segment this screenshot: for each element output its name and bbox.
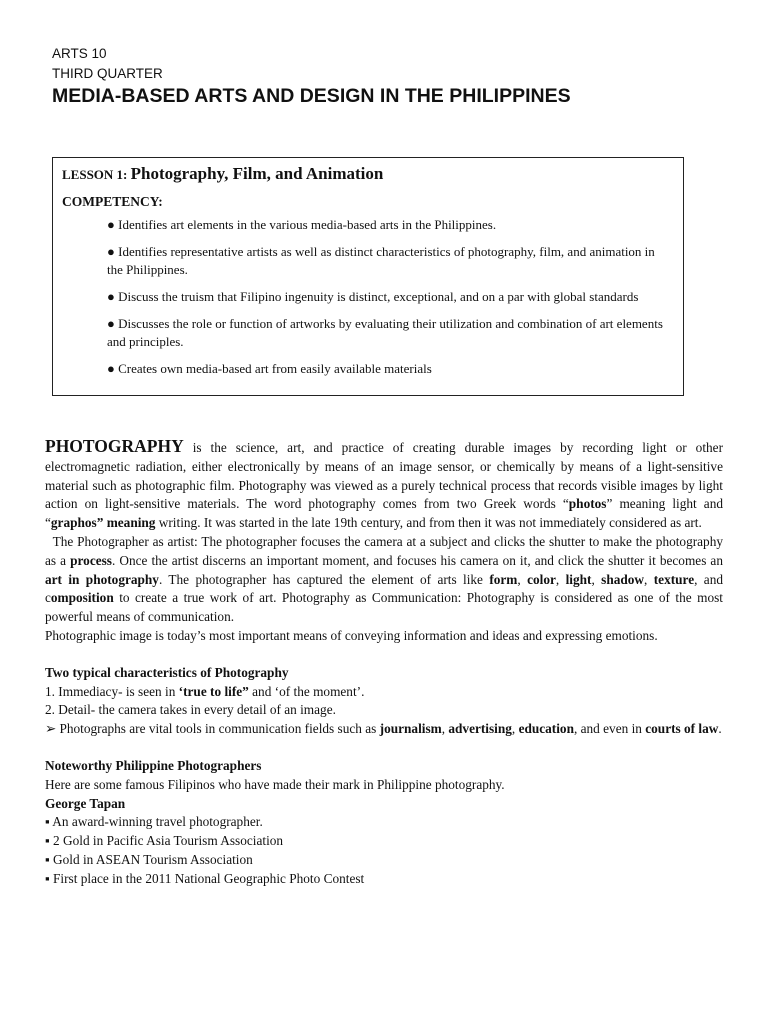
competency-item <box>107 288 673 306</box>
separator: , <box>511 721 519 737</box>
competency-list <box>62 216 673 378</box>
photographer-detail: ▪ Gold in ASEAN Tourism Association <box>45 851 253 867</box>
intro-text: writing. It was started in the late 19th century, and from then it was not immediately considered as art. <box>155 515 702 531</box>
term-graphos: graphos” meaning <box>50 515 156 531</box>
artist-paragraph <box>45 533 727 627</box>
lesson-box <box>52 157 684 396</box>
term-composition: omposition <box>50 590 114 606</box>
artist-text: . Once the artist discerns an important moment, and focuses his camera on it, and click the shutter it becomes an <box>111 552 727 568</box>
competency-item <box>107 216 673 234</box>
separator: , <box>441 721 449 737</box>
term-color: color <box>527 571 556 587</box>
term-advertising: advertising <box>448 721 512 737</box>
characteristic-text: , and even in <box>573 721 646 737</box>
term-true-to-life: ‘true to life” <box>178 683 249 699</box>
term-process: process <box>70 552 112 568</box>
competency-text: Identifies representative artists as well as distinct characteristics of photography, film, and animation in the Philippines. <box>107 244 655 277</box>
competency-text: Creates own media-based art from easily available materials <box>118 361 432 376</box>
bullet-icon: ● <box>107 289 115 304</box>
competency-label: COMPETENCY: <box>62 194 163 209</box>
competency-item <box>107 315 673 351</box>
separator: , <box>644 571 654 587</box>
photographer-detail: ▪ 2 Gold in Pacific Asia Tourism Association <box>45 833 284 849</box>
competency-text: Discusses the role or function of artworks by evaluating their utilization and combination of art elements and principles. <box>107 316 663 349</box>
competency-text: Identifies art elements in the various media-based arts in the Philippines. <box>118 217 497 232</box>
term-courts-of-law: courts of law <box>645 721 719 737</box>
page-title: MEDIA-BASED ARTS AND DESIGN IN THE PHILIPPINES <box>52 85 571 107</box>
lesson-title <box>62 164 673 185</box>
photography-lead-word: PHOTOGRAPHY <box>45 436 184 456</box>
separator: , <box>591 571 602 587</box>
intro-text: is the science, art, and practice of creating durable images by recording light or other electromagnetic radiation, either electronically by means of an image sensor, or chemically by means of a light-sensitive material such as photographic film. Photography was viewed as a purely technical process that records visible images by light action on light-sensitive materials. The word photography comes from two Greek words “ <box>45 440 723 512</box>
lesson-name: Photography, Film, and Animation <box>130 164 384 183</box>
characteristic-item: 2. Detail- the camera takes in every detail of an image. <box>45 702 336 718</box>
photographers-intro: Here are some famous Filipinos who have made their mark in Philippine photography. <box>45 776 505 792</box>
competency-item <box>107 243 673 279</box>
photographer-detail: ▪ An award-winning travel photographer. <box>45 814 263 830</box>
characteristic-item <box>45 683 723 702</box>
term-texture: texture <box>653 571 695 587</box>
characteristic-text: ➢ Photographs are vital tools in communication fields such as <box>45 721 380 737</box>
intro-paragraph <box>45 437 723 533</box>
term-shadow: shadow <box>601 571 645 587</box>
spacer <box>45 739 723 757</box>
quarter-label: THIRD QUARTER <box>52 66 163 81</box>
bullet-icon: ● <box>107 316 115 331</box>
competency-item <box>107 360 673 378</box>
term-education: education <box>518 721 574 737</box>
term-photos: photos <box>568 496 607 512</box>
bullet-icon: ● <box>107 361 115 376</box>
spacer <box>45 646 723 664</box>
photographer-detail: ▪ First place in the 2011 National Geographic Photo Contest <box>45 870 365 886</box>
body-text <box>45 436 727 889</box>
term-light: light <box>565 571 592 587</box>
photographer-name: George Tapan <box>45 795 126 811</box>
subject-label: ARTS 10 <box>52 46 107 61</box>
characteristic-text: and ‘of the moment’. <box>248 683 365 699</box>
competency-text: Discuss the truism that Filipino ingenuity is distinct, exceptional, and on a par with global standards <box>118 289 639 304</box>
artist-text: to create a true work of art. Photography as Communication: Photography is considered as one of the most powerful means of communication. <box>45 590 727 625</box>
bullet-icon: ● <box>107 217 115 232</box>
intro-text: ” meaning light and “ <box>45 496 723 531</box>
term-form: form <box>489 571 518 587</box>
separator: , <box>555 571 566 587</box>
separator: , <box>517 571 528 587</box>
characteristic-item <box>45 720 723 739</box>
characteristic-text: 1. Immediacy- is seen in <box>45 683 179 699</box>
characteristics-heading: Two typical characteristics of Photography <box>45 664 289 680</box>
artist-text: The Photographer as artist: The photographer focuses the camera at a subject and clicks the shutter to make the photography as a <box>45 533 727 568</box>
photographers-heading: Noteworthy Philippine Photographers <box>45 757 262 773</box>
artist-text: , and c <box>45 571 727 606</box>
bullet-icon: ● <box>107 244 115 259</box>
characteristic-text: . <box>718 721 722 737</box>
emotions-paragraph: Photographic image is today’s most important means of conveying information and ideas and expressing emotions. <box>45 627 658 643</box>
term-journalism: journalism <box>379 721 442 737</box>
lesson-label: LESSON 1: <box>62 167 131 182</box>
term-art-in-photography: art in photography <box>45 571 159 587</box>
artist-text: . The photographer has captured the element of arts like <box>158 571 490 587</box>
